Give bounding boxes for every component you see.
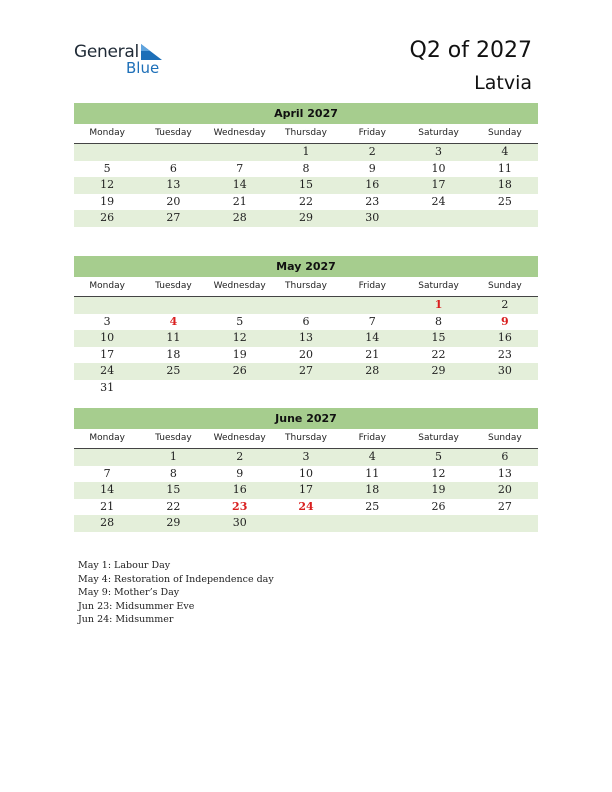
empty-day-cell bbox=[140, 144, 206, 161]
empty-day-cell bbox=[74, 449, 140, 466]
page-title: Q2 of 2027 bbox=[409, 38, 532, 63]
day-cell: 21 bbox=[100, 499, 115, 513]
day-cell: 29 bbox=[431, 364, 446, 377]
week-row bbox=[74, 161, 538, 178]
day-cell: 28 bbox=[365, 364, 380, 377]
holiday-note: Jun 24: Midsummer bbox=[78, 614, 174, 626]
day-cell: 19 bbox=[431, 483, 446, 496]
holiday-note: May 1: Labour Day bbox=[78, 560, 171, 571]
weekday-label: Monday bbox=[89, 281, 125, 291]
day-cell: 25 bbox=[497, 194, 512, 208]
day-cell: 29 bbox=[298, 211, 313, 224]
day-cell: 28 bbox=[100, 516, 115, 529]
day-cell: 14 bbox=[365, 331, 380, 344]
day-cell: 16 bbox=[365, 178, 380, 191]
day-cell: 4 bbox=[501, 145, 509, 158]
day-cell: 21 bbox=[232, 194, 247, 208]
empty-day-cell bbox=[273, 380, 339, 397]
week-row bbox=[74, 449, 538, 466]
day-cell: 11 bbox=[166, 331, 181, 344]
day-cell: 30 bbox=[365, 211, 380, 224]
month-calendar-may bbox=[74, 256, 538, 396]
day-cell: 13 bbox=[497, 466, 512, 480]
empty-day-cell bbox=[405, 380, 471, 397]
week-row bbox=[74, 177, 538, 194]
week-row bbox=[74, 482, 538, 499]
day-cell: 20 bbox=[497, 483, 512, 496]
weekday-label: Wednesday bbox=[213, 281, 266, 291]
day-cell: 9 bbox=[501, 314, 509, 328]
week-row bbox=[74, 314, 538, 331]
empty-day-cell bbox=[472, 210, 538, 227]
day-cell: 12 bbox=[431, 466, 446, 480]
day-cell: 5 bbox=[103, 161, 111, 175]
empty-day-cell bbox=[140, 380, 206, 397]
day-cell: 6 bbox=[302, 314, 310, 328]
month-title: June 2027 bbox=[74, 408, 538, 429]
day-cell: 18 bbox=[365, 483, 380, 496]
day-cell: 25 bbox=[365, 499, 380, 513]
weekday-label: Wednesday bbox=[213, 128, 266, 138]
holiday-note: Jun 23: Midsummer Eve bbox=[78, 600, 195, 612]
week-row bbox=[74, 297, 538, 314]
day-cell: 2 bbox=[368, 145, 376, 158]
weekday-label: Saturday bbox=[418, 281, 459, 291]
day-cell: 23 bbox=[497, 347, 512, 361]
day-cell: 8 bbox=[302, 161, 310, 175]
week-row bbox=[74, 515, 538, 532]
empty-day-cell bbox=[339, 297, 405, 314]
day-cell: 1 bbox=[302, 145, 310, 158]
week-row bbox=[74, 210, 538, 227]
day-cell: 24 bbox=[100, 364, 115, 377]
weekday-header-row bbox=[74, 124, 538, 144]
day-cell: 2 bbox=[236, 450, 244, 463]
week-row bbox=[74, 330, 538, 347]
day-cell: 7 bbox=[236, 161, 244, 175]
day-cell: 3 bbox=[103, 314, 111, 328]
day-cell: 14 bbox=[232, 178, 247, 191]
day-cell: 23 bbox=[365, 194, 380, 208]
day-cell: 28 bbox=[232, 211, 247, 224]
empty-day-cell bbox=[207, 144, 273, 161]
day-cell: 14 bbox=[100, 483, 115, 496]
day-cell: 13 bbox=[298, 331, 313, 344]
day-cell: 10 bbox=[431, 161, 446, 175]
day-cell: 21 bbox=[365, 347, 380, 361]
country-name: Latvia bbox=[474, 72, 532, 94]
month-calendar-june bbox=[74, 408, 538, 532]
logo-blue-text: Blue bbox=[126, 59, 160, 77]
day-cell: 2 bbox=[501, 298, 509, 311]
weekday-label: Friday bbox=[358, 281, 386, 291]
day-cell: 7 bbox=[103, 466, 111, 480]
logo-general-text: General bbox=[74, 42, 139, 62]
day-cell: 17 bbox=[431, 178, 446, 191]
day-cell: 8 bbox=[435, 314, 443, 328]
day-cell: 22 bbox=[166, 499, 181, 513]
day-cell: 24 bbox=[431, 194, 446, 208]
empty-day-cell bbox=[472, 515, 538, 532]
empty-day-cell bbox=[207, 297, 273, 314]
day-cell: 10 bbox=[298, 466, 313, 480]
day-cell: 19 bbox=[100, 194, 115, 208]
weekday-label: Friday bbox=[358, 128, 386, 138]
day-cell: 11 bbox=[365, 466, 380, 480]
weekday-label: Sunday bbox=[487, 433, 522, 443]
day-cell: 13 bbox=[166, 178, 181, 191]
day-cell: 30 bbox=[497, 364, 512, 377]
day-cell: 17 bbox=[298, 483, 313, 496]
day-cell: 29 bbox=[166, 516, 181, 529]
day-cell: 16 bbox=[497, 331, 512, 344]
weekday-label: Sunday bbox=[487, 281, 522, 291]
week-row bbox=[74, 347, 538, 364]
month-title: April 2027 bbox=[74, 103, 538, 124]
day-cell: 15 bbox=[431, 331, 446, 344]
weekday-label: Thursday bbox=[285, 281, 327, 291]
empty-day-cell bbox=[140, 297, 206, 314]
month-title: May 2027 bbox=[74, 256, 538, 277]
day-cell: 23 bbox=[232, 499, 248, 513]
empty-day-cell bbox=[405, 515, 471, 532]
day-cell: 7 bbox=[368, 314, 376, 328]
weekday-label: Thursday bbox=[285, 433, 327, 443]
day-cell: 5 bbox=[435, 450, 443, 463]
weekday-label: Saturday bbox=[418, 128, 459, 138]
logo-triangle-icon bbox=[141, 44, 162, 60]
holiday-notes bbox=[78, 559, 274, 627]
day-cell: 1 bbox=[169, 450, 177, 463]
day-cell: 30 bbox=[232, 516, 247, 529]
day-cell: 11 bbox=[497, 161, 512, 175]
day-cell: 20 bbox=[298, 347, 313, 361]
week-row bbox=[74, 466, 538, 483]
month-calendar-april bbox=[74, 103, 538, 227]
day-cell: 18 bbox=[497, 178, 512, 191]
weekday-label: Monday bbox=[89, 433, 125, 443]
empty-day-cell bbox=[339, 515, 405, 532]
day-cell: 9 bbox=[236, 466, 244, 480]
week-row bbox=[74, 363, 538, 380]
day-cell: 27 bbox=[298, 364, 313, 377]
day-cell: 8 bbox=[169, 466, 177, 480]
day-cell: 12 bbox=[232, 331, 247, 344]
day-cell: 25 bbox=[166, 364, 181, 377]
day-cell: 17 bbox=[100, 347, 115, 361]
week-row bbox=[74, 380, 538, 397]
day-cell: 9 bbox=[368, 161, 376, 175]
weekday-label: Thursday bbox=[285, 128, 327, 138]
week-row bbox=[74, 144, 538, 161]
day-cell: 4 bbox=[368, 450, 376, 463]
weekday-label: Tuesday bbox=[155, 128, 192, 138]
empty-day-cell bbox=[207, 380, 273, 397]
empty-day-cell bbox=[74, 297, 140, 314]
empty-day-cell bbox=[339, 380, 405, 397]
day-cell: 19 bbox=[232, 347, 247, 361]
day-cell: 22 bbox=[431, 347, 446, 361]
day-cell: 5 bbox=[236, 314, 244, 328]
day-cell: 3 bbox=[302, 450, 310, 463]
week-row bbox=[74, 499, 538, 516]
weekday-header-row bbox=[74, 277, 538, 297]
weekday-label: Friday bbox=[358, 433, 386, 443]
day-cell: 12 bbox=[100, 178, 115, 191]
weekday-label: Saturday bbox=[418, 433, 459, 443]
day-cell: 6 bbox=[501, 450, 509, 463]
day-cell: 6 bbox=[169, 161, 177, 175]
holiday-note: May 4: Restoration of Independence day bbox=[78, 573, 274, 585]
empty-day-cell bbox=[74, 144, 140, 161]
day-cell: 18 bbox=[166, 347, 181, 361]
day-cell: 26 bbox=[431, 499, 446, 513]
day-cell: 10 bbox=[100, 331, 115, 344]
empty-day-cell bbox=[405, 210, 471, 227]
day-cell: 16 bbox=[232, 483, 247, 496]
day-cell: 4 bbox=[169, 314, 178, 328]
holiday-note: May 9: Mother’s Day bbox=[78, 587, 180, 599]
weekday-header-row bbox=[74, 429, 538, 449]
weekday-label: Monday bbox=[89, 128, 125, 138]
empty-day-cell bbox=[273, 515, 339, 532]
week-row bbox=[74, 194, 538, 211]
weekday-label: Tuesday bbox=[155, 433, 192, 443]
day-cell: 24 bbox=[298, 499, 314, 513]
day-cell: 15 bbox=[166, 483, 181, 496]
logo bbox=[74, 42, 174, 78]
weekday-label: Sunday bbox=[487, 128, 522, 138]
day-cell: 31 bbox=[100, 380, 115, 394]
day-cell: 26 bbox=[100, 211, 115, 224]
day-cell: 15 bbox=[298, 178, 313, 191]
day-cell: 27 bbox=[497, 499, 512, 513]
empty-day-cell bbox=[472, 380, 538, 397]
day-cell: 26 bbox=[232, 364, 247, 377]
day-cell: 20 bbox=[166, 194, 181, 208]
day-cell: 22 bbox=[298, 194, 313, 208]
day-cell: 27 bbox=[166, 211, 181, 224]
weekday-label: Tuesday bbox=[155, 281, 192, 291]
day-cell: 3 bbox=[435, 145, 443, 158]
day-cell: 1 bbox=[434, 298, 443, 311]
weekday-label: Wednesday bbox=[213, 433, 266, 443]
empty-day-cell bbox=[273, 297, 339, 314]
